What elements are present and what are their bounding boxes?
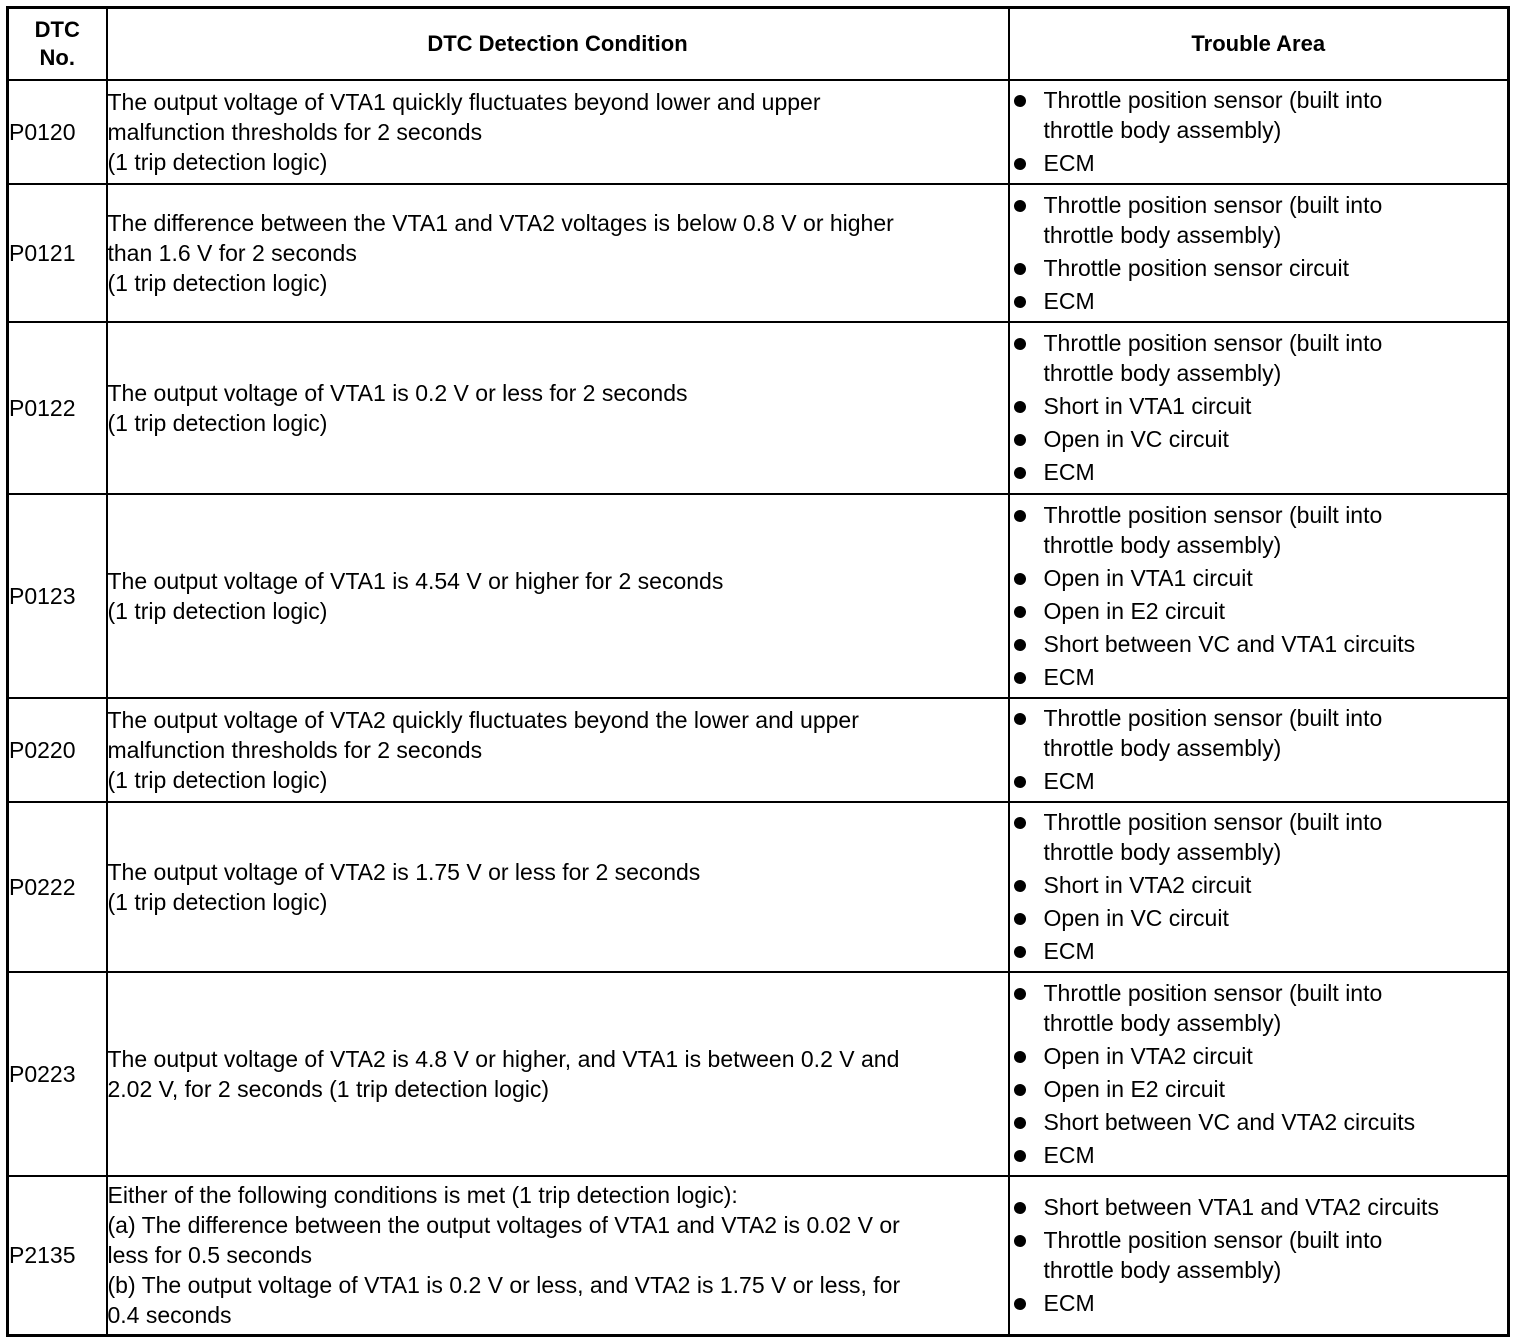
trouble-area-list — [1010, 703, 1508, 796]
bullet-icon — [1014, 467, 1026, 479]
trouble-area-item — [1010, 1288, 1508, 1318]
bullet-icon — [1014, 1117, 1026, 1129]
dtc-table — [6, 6, 1510, 1337]
bullet-icon — [1014, 817, 1026, 829]
trouble-area-item — [1010, 85, 1508, 145]
trouble-area-text: Short in VTA1 circuit — [1043, 393, 1252, 419]
condition-line: The difference between the VTA1 and VTA2 voltages is below 0.8 V or higher — [107, 209, 894, 236]
table-row — [8, 972, 1509, 1176]
header-dtc-no — [8, 8, 107, 80]
trouble-area-text: Open in VC circuit — [1043, 905, 1229, 931]
table-row — [8, 802, 1509, 972]
bullet-icon — [1014, 606, 1026, 618]
trouble-area-item — [1010, 936, 1508, 966]
condition-line: (1 trip detection logic) — [107, 409, 328, 436]
trouble-area-list — [1010, 85, 1508, 178]
condition-line: The output voltage of VTA2 is 1.75 V or less for 2 seconds — [107, 858, 701, 885]
table-row — [8, 322, 1509, 494]
trouble-area-item — [1010, 190, 1508, 250]
trouble-area-text: throttle body assembly) — [1043, 735, 1282, 761]
dtc-code-cell: P0122 — [8, 322, 107, 494]
trouble-area-text: ECM — [1043, 663, 1095, 690]
detection-condition-cell — [107, 972, 1009, 1176]
bullet-icon — [1014, 1150, 1026, 1162]
trouble-area-item — [1010, 1192, 1508, 1222]
trouble-area-item — [1010, 328, 1508, 388]
trouble-area-item — [1010, 253, 1508, 283]
bullet-icon — [1014, 1202, 1026, 1214]
trouble-area-text: Short between VC and VTA1 circuits — [1043, 630, 1416, 657]
trouble-area-item — [1010, 703, 1508, 763]
trouble-area-list — [1010, 807, 1508, 966]
bullet-icon — [1014, 338, 1026, 350]
bullet-icon — [1014, 1235, 1026, 1247]
header-trouble-area: Trouble Area — [1009, 8, 1509, 80]
trouble-area-item — [1010, 286, 1508, 316]
condition-line: (a) The difference between the output voltages of VTA1 and VTA2 is 0.02 V or — [107, 1212, 900, 1239]
trouble-area-item — [1010, 1140, 1508, 1170]
trouble-area-item — [1010, 870, 1508, 900]
trouble-area-text: Short between VC and VTA2 circuits — [1043, 1108, 1416, 1135]
condition-line: (1 trip detection logic) — [107, 148, 328, 175]
bullet-icon — [1014, 946, 1026, 958]
trouble-area-cell — [1009, 184, 1509, 322]
trouble-area-item — [1010, 978, 1508, 1038]
trouble-area-text: Throttle position sensor (built into — [1043, 501, 1383, 528]
condition-line: (1 trip detection logic) — [107, 269, 328, 296]
trouble-area-text: Open in E2 circuit — [1043, 597, 1226, 624]
trouble-area-item — [1010, 629, 1508, 659]
trouble-area-text: ECM — [1043, 459, 1095, 485]
trouble-area-text: ECM — [1043, 1290, 1095, 1317]
table-body — [8, 80, 1509, 1336]
dtc-code-cell: P0121 — [8, 184, 107, 322]
bullet-icon — [1014, 776, 1026, 788]
trouble-area-text: Short between VTA1 and VTA2 circuits — [1043, 1194, 1439, 1221]
trouble-area-text: throttle body assembly) — [1043, 117, 1282, 143]
trouble-area-item — [1010, 596, 1508, 626]
trouble-area-cell — [1009, 494, 1509, 698]
condition-line: The output voltage of VTA1 is 0.2 V or less for 2 seconds — [107, 379, 688, 406]
trouble-area-text: Throttle position sensor (built into — [1043, 87, 1383, 113]
trouble-area-text: ECM — [1043, 1141, 1095, 1168]
trouble-area-text: throttle body assembly) — [1043, 360, 1282, 386]
condition-line: (b) The output voltage of VTA1 is 0.2 V or less, and VTA2 is 1.75 V or less, for — [107, 1272, 901, 1299]
condition-line: (1 trip detection logic) — [107, 888, 328, 915]
trouble-area-text: ECM — [1043, 150, 1095, 176]
detection-condition-cell — [107, 322, 1009, 494]
trouble-area-list — [1010, 978, 1508, 1170]
trouble-area-list — [1010, 328, 1508, 487]
detection-condition-cell — [107, 184, 1009, 322]
trouble-area-text: throttle body assembly) — [1043, 221, 1282, 248]
condition-line: The output voltage of VTA1 is 4.54 V or higher for 2 seconds — [107, 567, 724, 594]
trouble-area-item — [1010, 148, 1508, 178]
trouble-area-item — [1010, 766, 1508, 796]
bullet-icon — [1014, 510, 1026, 522]
trouble-area-cell — [1009, 322, 1509, 494]
trouble-area-text: Open in VTA2 circuit — [1043, 1042, 1253, 1069]
condition-line: 0.4 seconds — [107, 1302, 232, 1329]
dtc-code-cell: P0220 — [8, 698, 107, 802]
trouble-area-item — [1010, 424, 1508, 454]
trouble-area-text: ECM — [1043, 768, 1095, 794]
trouble-area-text: Open in VTA1 circuit — [1043, 564, 1253, 591]
table-row — [8, 184, 1509, 322]
bullet-icon — [1014, 401, 1026, 413]
header-row — [8, 8, 1509, 80]
trouble-area-item — [1010, 1107, 1508, 1137]
table-row — [8, 494, 1509, 698]
bullet-icon — [1014, 713, 1026, 725]
dtc-code-cell: P0120 — [8, 80, 107, 184]
trouble-area-cell — [1009, 802, 1509, 972]
trouble-area-item — [1010, 457, 1508, 487]
bullet-icon — [1014, 573, 1026, 585]
condition-line: The output voltage of VTA2 quickly fluctuates beyond the lower and upper — [107, 706, 859, 733]
header-condition: DTC Detection Condition — [107, 8, 1009, 80]
trouble-area-text: Throttle position sensor (built into — [1043, 330, 1383, 356]
trouble-area-text: Short in VTA2 circuit — [1043, 872, 1252, 898]
bullet-icon — [1014, 158, 1026, 170]
condition-line: 2.02 V, for 2 seconds (1 trip detection logic) — [107, 1075, 550, 1102]
condition-line: (1 trip detection logic) — [107, 766, 328, 793]
trouble-area-item — [1010, 1041, 1508, 1071]
condition-line: less for 0.5 seconds — [107, 1242, 313, 1269]
condition-line: malfunction thresholds for 2 seconds — [107, 118, 483, 145]
trouble-area-item — [1010, 563, 1508, 593]
trouble-area-text: Throttle position sensor (built into — [1043, 809, 1383, 835]
bullet-icon — [1014, 200, 1026, 212]
detection-condition-cell — [107, 698, 1009, 802]
header-dtc-no-line1: DTC — [34, 16, 80, 42]
bullet-icon — [1014, 1051, 1026, 1063]
bullet-icon — [1014, 880, 1026, 892]
trouble-area-text: throttle body assembly) — [1043, 839, 1282, 865]
trouble-area-cell — [1009, 698, 1509, 802]
trouble-area-text: throttle body assembly) — [1043, 531, 1282, 558]
trouble-area-list — [1010, 190, 1508, 316]
bullet-icon — [1014, 296, 1026, 308]
trouble-area-list — [1010, 1192, 1508, 1318]
dtc-code-cell: P0223 — [8, 972, 107, 1176]
trouble-area-text: Throttle position sensor (built into — [1043, 979, 1383, 1006]
trouble-area-text: ECM — [1043, 938, 1095, 964]
bullet-icon — [1014, 95, 1026, 107]
trouble-area-item — [1010, 1225, 1508, 1285]
detection-condition-cell — [107, 802, 1009, 972]
bullet-icon — [1014, 639, 1026, 651]
trouble-area-text: Throttle position sensor (built into — [1043, 191, 1383, 218]
bullet-icon — [1014, 913, 1026, 925]
condition-line: (1 trip detection logic) — [107, 597, 328, 624]
trouble-area-item — [1010, 662, 1508, 692]
dtc-code-cell: P0222 — [8, 802, 107, 972]
trouble-area-text: ECM — [1043, 287, 1095, 314]
trouble-area-text: Open in VC circuit — [1043, 426, 1229, 452]
detection-condition-cell — [107, 494, 1009, 698]
trouble-area-text: Throttle position sensor (built into — [1043, 1227, 1383, 1254]
bullet-icon — [1014, 1298, 1026, 1310]
trouble-area-item — [1010, 807, 1508, 867]
dtc-code-cell: P2135 — [8, 1176, 107, 1336]
trouble-area-cell — [1009, 1176, 1509, 1336]
trouble-area-item — [1010, 1074, 1508, 1104]
trouble-area-text: throttle body assembly) — [1043, 1009, 1282, 1036]
detection-condition-cell — [107, 80, 1009, 184]
condition-line: The output voltage of VTA1 quickly fluctuates beyond lower and upper — [107, 88, 821, 115]
trouble-area-list — [1010, 500, 1508, 692]
trouble-area-cell — [1009, 972, 1509, 1176]
condition-line: than 1.6 V for 2 seconds — [107, 239, 357, 266]
dtc-code-cell: P0123 — [8, 494, 107, 698]
bullet-icon — [1014, 263, 1026, 275]
bullet-icon — [1014, 988, 1026, 1000]
trouble-area-text: Throttle position sensor (built into — [1043, 705, 1383, 731]
detection-condition-cell — [107, 1176, 1009, 1336]
trouble-area-item — [1010, 391, 1508, 421]
header-dtc-no-line2: No. — [39, 44, 75, 70]
trouble-area-text: Throttle position sensor circuit — [1043, 254, 1350, 281]
condition-line: Either of the following conditions is met (1 trip detection logic): — [107, 1182, 738, 1209]
trouble-area-item — [1010, 500, 1508, 560]
trouble-area-cell — [1009, 80, 1509, 184]
bullet-icon — [1014, 1084, 1026, 1096]
table-row — [8, 80, 1509, 184]
trouble-area-text: Open in E2 circuit — [1043, 1075, 1226, 1102]
table-row — [8, 1176, 1509, 1336]
table-row — [8, 698, 1509, 802]
trouble-area-item — [1010, 903, 1508, 933]
condition-line: The output voltage of VTA2 is 4.8 V or higher, and VTA1 is between 0.2 V and — [107, 1045, 900, 1072]
trouble-area-text: throttle body assembly) — [1043, 1257, 1282, 1284]
bullet-icon — [1014, 434, 1026, 446]
bullet-icon — [1014, 672, 1026, 684]
condition-line: malfunction thresholds for 2 seconds — [107, 736, 483, 763]
